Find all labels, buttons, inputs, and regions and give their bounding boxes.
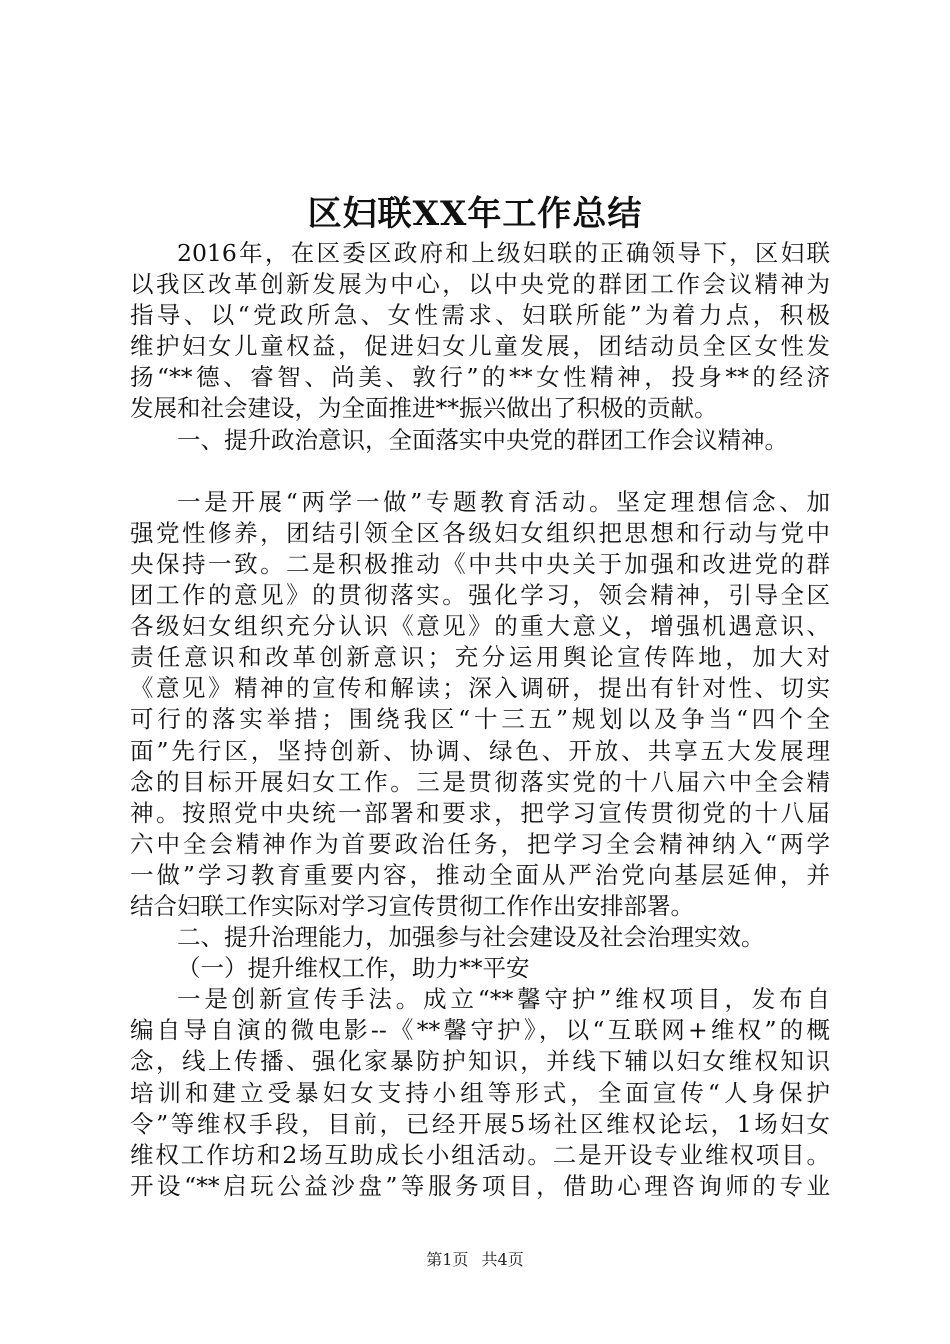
text-line: 二、提升治理能力，加强参与社会建设及社会治理实效。 bbox=[177, 923, 765, 952]
text-line: 一是开展“两学一做”专题教育活动。坚定理想信念、加 bbox=[177, 487, 830, 516]
text-line: 《意见》精神的宣传和解读；深入调研，提出有针对性、切实 bbox=[130, 674, 830, 703]
text-line: 团工作的意见》的贯彻落实。强化学习，领会精神，引导全区 bbox=[130, 581, 830, 610]
text-line: 念的目标开展妇女工作。三是贯彻落实党的十八届六中全会精 bbox=[130, 767, 830, 796]
text-line: 开设“**启玩公益沙盘”等服务项目，借助心理咨询师的专业 bbox=[130, 1171, 830, 1200]
text-line: 强党性修养，团结引领全区各级妇女组织把思想和行动与党中 bbox=[130, 518, 830, 547]
text-line: （一）提升维权工作，助力**平安 bbox=[177, 954, 530, 983]
text-line: 一是创新宣传手法。成立“**馨守护”维权项目，发布自 bbox=[177, 985, 830, 1014]
text-line: 维护妇女儿童权益，促进妇女儿童发展，团结动员全区女性发 bbox=[130, 332, 830, 361]
text-line: 以我区改革创新发展为中心，以中央党的群团工作会议精神为 bbox=[130, 270, 830, 299]
text-line: 面”先行区，坚持创新、协调、绿色、开放、共享五大发展理 bbox=[130, 736, 830, 765]
text-line bbox=[130, 456, 830, 487]
page-footer bbox=[0, 1247, 950, 1270]
text-line: 六中全会精神作为首要政治任务，把学习全会精神纳入“两学 bbox=[130, 829, 830, 858]
document-title: 区妇联XX年工作总结 bbox=[307, 194, 643, 234]
text-line: 央保持一致。二是积极推动《中共中央关于加强和改进党的群 bbox=[130, 549, 830, 578]
text-line: 可行的落实举措；围绕我区“十三五”规划以及争当“四个全 bbox=[130, 705, 830, 734]
page-number: 第1页 bbox=[426, 1250, 469, 1269]
text-line: 发展和社会建设，为全面推进**振兴做出了积极的贡献。 bbox=[130, 394, 718, 423]
text-line: 扬“**德、睿智、尚美、敦行”的**女性精神，投身**的经济 bbox=[130, 363, 830, 392]
text-line: 责任意识和改革创新意识；充分运用舆论宣传阵地，加大对 bbox=[130, 643, 830, 672]
text-line: 一、提升政治意识，全面落实中央党的群团工作会议精神。 bbox=[177, 425, 788, 454]
page-total: 共4页 bbox=[481, 1250, 524, 1269]
text-line: 结合妇联工作实际对学习宣传贯彻工作作出安排部署。 bbox=[130, 891, 694, 920]
text-line: 培训和建立受暴妇女支持小组等形式，全面宣传“人身保护 bbox=[130, 1078, 830, 1107]
text-line: 神。按照党中央统一部署和要求，把学习宣传贯彻党的十八届 bbox=[130, 798, 830, 827]
document-body bbox=[130, 238, 830, 1202]
text-line: 各级妇女组织充分认识《意见》的重大意义，增强机遇意识、 bbox=[130, 612, 830, 641]
text-line: 一做”学习教育重要内容，推动全面从严治党向基层延伸，并 bbox=[130, 860, 830, 889]
text-line: 维权工作坊和2场互助成长小组活动。二是开设专业维权项目。 bbox=[130, 1140, 830, 1169]
text-line: 指导、以“党政所急、女性需求、妇联所能”为着力点，积极 bbox=[130, 301, 830, 330]
text-line: 令”等维权手段，目前，已经开展5场社区维权论坛，1场妇女 bbox=[130, 1109, 830, 1138]
text-line: 2016年，在区委区政府和上级妇联的正确领导下，区妇联 bbox=[177, 239, 830, 267]
text-line: 编自导自演的微电影--《**馨守护》，以“互联网+维权”的概 bbox=[130, 1016, 830, 1045]
text-line: 念，线上传播、强化家暴防护知识，并线下辅以妇女维权知识 bbox=[130, 1047, 830, 1076]
